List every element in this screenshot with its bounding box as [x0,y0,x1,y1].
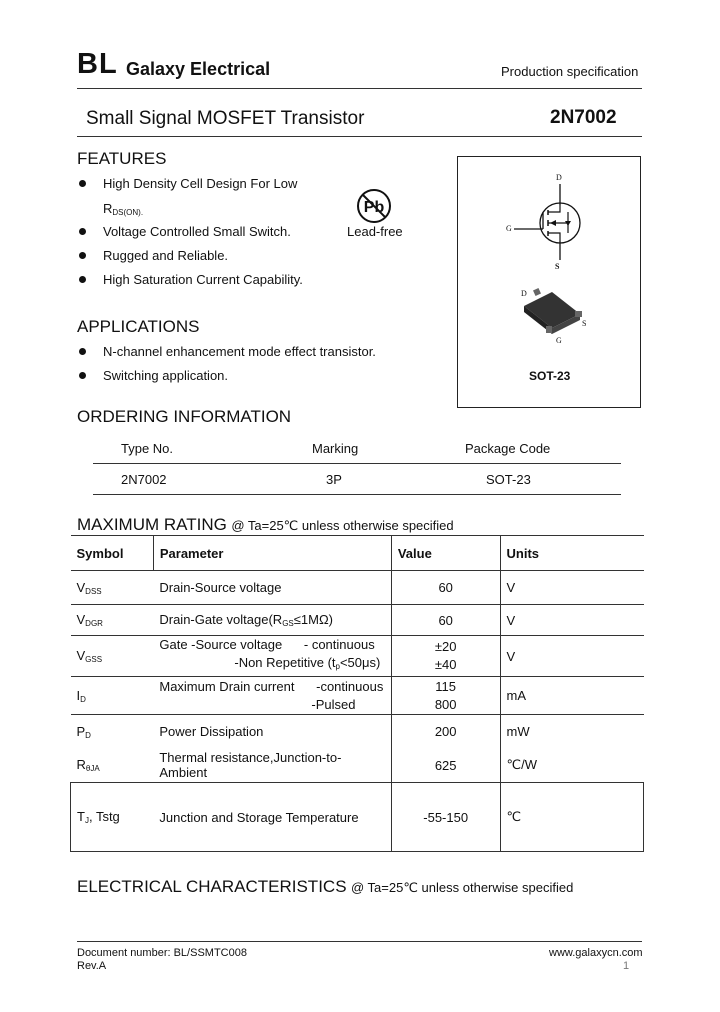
row-value: -55-150 [391,783,500,852]
feature-4-text: High Saturation Current Capability. [103,272,303,287]
pkg-g-label: G [556,336,562,345]
website: www.galaxycn.com [549,947,643,959]
brand-logo-text: BL [77,48,118,80]
value-line-1: ±20 [434,639,457,654]
table-row [71,571,644,605]
param-text-end: <50μs) [339,655,381,670]
page-number: 1 [623,960,630,972]
symbol-subscript: DSS [85,586,102,596]
company-name: Galaxy Electrical [126,59,271,79]
pin-d-label: D [556,173,562,182]
max-rating-table [70,535,644,852]
pin-s-label: S [555,262,560,271]
symbol-text: T [77,809,85,824]
symbol-text: V [76,612,86,627]
row-symbol [71,749,154,783]
bullet-icon [79,180,86,187]
pb-symbol: Pb [363,199,385,216]
row-value: 60 [391,605,500,636]
part-number: 2N7002 [550,107,617,128]
table-row [71,677,644,715]
row-unit: mW [500,715,644,749]
row-value: 60 [391,571,500,605]
feature-2-text: Voltage Controlled Small Switch. [103,224,291,239]
symbol-subscript: D [80,694,86,704]
row-symbol [71,677,154,715]
param-line-2: -Pulsed [311,696,356,712]
max-rating-title [77,515,454,535]
row-parameter [153,677,391,715]
sot23-package-icon [512,284,596,346]
param-line-1: Maximum Drain current -continuous [159,678,384,694]
header-symbol: Symbol [71,536,154,571]
ordering-package-value: SOT-23 [486,472,531,487]
spec-label: Production specification [501,64,639,79]
feature-1-rds [103,201,143,217]
pkg-s-label: S [582,319,587,328]
symbol-text: I [76,687,81,703]
row-symbol [71,636,154,677]
feature-3-text: Rugged and Reliable. [103,248,229,263]
param-text: -Non Repetitive (t [234,655,336,670]
row-unit: V [500,571,644,605]
bullet-icon [79,348,86,355]
max-rating-condition: @ Ta=25℃ unless otherwise specified [231,518,454,533]
header-parameter: Parameter [153,536,391,571]
row-value [391,677,500,715]
row-value [391,636,500,677]
row-symbol [71,605,154,636]
electrical-title [77,877,573,897]
bullet-icon [79,276,86,283]
electrical-condition: @ Ta=25℃ unless otherwise specified [350,880,574,895]
row-unit: V [500,605,644,636]
feature-1-text: High Density Cell Design For Low [103,176,298,191]
ordering-bottom-line [93,494,621,495]
ordering-col-marking: Marking [312,441,359,456]
value-line-1: 115 [435,678,457,694]
header-units: Units [500,536,644,571]
ordering-type-value: 2N7002 [121,472,167,487]
symbol-subscript: θJA [85,764,100,774]
max-rating-heading: MAXIMUM RATING [77,515,227,534]
row-symbol [71,783,154,852]
symbol-text: P [76,723,86,739]
table-row [71,636,644,677]
table-row [71,783,644,852]
row-symbol [71,715,154,749]
symbol-text: V [76,579,86,595]
symbol-subscript: D [85,730,91,740]
value-line-2: 800 [434,696,457,712]
header-value: Value [391,536,500,571]
row-unit: ℃/W [500,749,644,783]
ordering-col-type: Type No. [121,441,174,456]
mosfet-symbol-icon [500,168,600,274]
rds-symbol: R [103,201,113,216]
row-parameter: Junction and Storage Temperature [153,783,391,852]
symbol-subscript: GSS [85,655,103,664]
table-row [71,715,644,749]
param-text-end: ≤1MΩ) [293,612,333,627]
footer-divider [77,941,642,942]
pkg-d-label: D [521,289,527,298]
features-heading: FEATURES [77,149,167,168]
symbol-text: V [76,648,86,663]
table-header-row [71,536,644,571]
lead-free-label: Lead-free [347,224,403,239]
row-parameter [153,605,391,636]
ordering-col-package: Package Code [465,441,551,456]
bullet-icon [79,252,86,259]
table-row [71,605,644,636]
ordering-heading: ORDERING INFORMATION [77,407,292,426]
header-divider [77,88,642,89]
application-2-text: Switching application. [103,368,229,383]
row-parameter [153,636,391,677]
param-text: Drain-Gate voltage(R [159,612,283,627]
table-row [71,749,644,783]
row-symbol [71,571,154,605]
param-line-2 [159,654,384,676]
row-unit: mA [500,677,644,715]
ordering-divider [93,463,621,464]
value-line-2: ±40 [434,657,457,672]
symbol-subscript: DGR [85,619,103,628]
pin-g-label: G [506,224,512,233]
title-divider [77,136,642,137]
row-parameter: Drain-Source voltage [153,571,391,605]
package-name: SOT-23 [529,369,571,383]
application-1-text: N-channel enhancement mode effect transistor. [103,344,376,359]
electrical-heading: ELECTRICAL CHARACTERISTICS [77,877,347,896]
row-unit: V [500,636,644,677]
ordering-marking-value: 3P [326,472,342,487]
param-line-1: Gate -Source voltage - continuous [159,637,375,652]
param-subscript: p [335,662,340,671]
param-subscript: GS [282,619,294,628]
row-parameter: Thermal resistance,Junction-to-Ambient [153,749,391,783]
revision: Rev.A [77,960,107,972]
row-parameter: Power Dissipation [153,715,391,749]
rds-subscript: DS(ON). [112,208,144,217]
row-value: 200 [391,715,500,749]
symbol-text: R [76,757,86,773]
bullet-icon [79,228,86,235]
applications-heading: APPLICATIONS [77,317,200,336]
row-value: 625 [391,749,500,783]
page-title: Small Signal MOSFET Transistor [86,108,365,129]
symbol-subscript: J [84,816,89,825]
document-number: Document number: BL/SSMTC008 [77,947,247,959]
bullet-icon [79,372,86,379]
lead-free-icon [355,187,393,225]
symbol-text-end: , Tstg [88,809,120,824]
row-unit: ℃ [500,783,644,852]
